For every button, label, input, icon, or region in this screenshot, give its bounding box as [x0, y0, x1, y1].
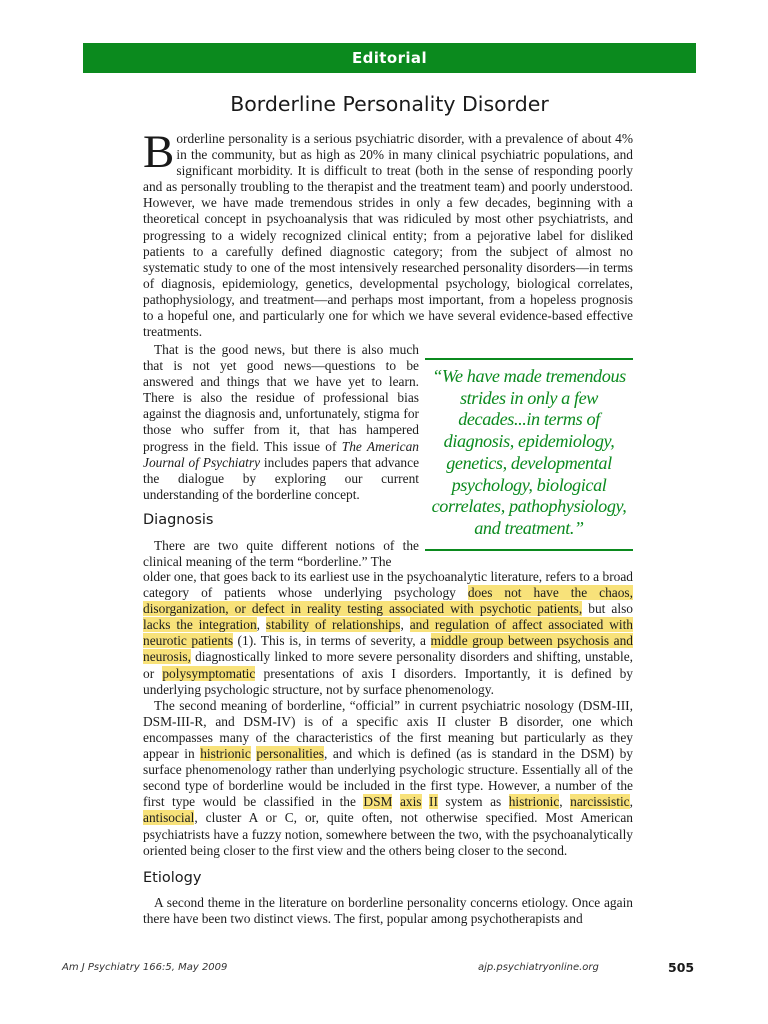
- highlight: DSM: [363, 794, 393, 810]
- highlight: narcissistic: [570, 794, 630, 810]
- highlight: middle group between psychosis and neurosis,: [143, 633, 633, 665]
- highlight: II: [429, 794, 438, 810]
- highlight: axis: [399, 794, 422, 810]
- highlight: does not have the chaos, disorganization, or defect in reality testing associated with psychotic patients,: [143, 585, 633, 617]
- intro-paragraph: [143, 126, 633, 340]
- journal-name: The American Journal of Psychiatry: [143, 438, 419, 470]
- highlight: histrionic: [200, 746, 251, 762]
- pull-quote-text: “We have made tremendous strides in only a few decades...in terms of diagnosis, epidemiology, genetics, developmental psychology, biological correlates, pathophysiology, and treatment.”: [431, 366, 627, 538]
- highlight: polysymptomatic: [162, 665, 256, 681]
- highlight: stability of relationships: [265, 617, 401, 633]
- pull-quote: [425, 358, 633, 551]
- highlight: histrionic: [508, 794, 560, 810]
- highlight: and regulation of affect associated with neurotic patients: [143, 617, 634, 649]
- page-number: 505: [668, 960, 695, 975]
- highlight: lacks the integration: [143, 617, 257, 633]
- etiology-heading: Etiology: [143, 870, 202, 886]
- article-title: Borderline Personality Disorder: [230, 92, 549, 116]
- footer-citation: Am J Psychiatry 166:5, May 2009: [62, 962, 228, 973]
- etiology-paragraph: A second theme in the literature on borderline personality concerns etiology. Once again there have been two distinct views. The first, popular among psychotherapists and: [143, 895, 633, 927]
- diagnosis-heading: Diagnosis: [143, 512, 214, 528]
- drop-cap: B: [143, 126, 175, 178]
- intro-text: orderline personality is a serious psychiatric disorder, with a prevalence of about 4% in the community, but as high as 20% in many clinical psychiatric populations, and significant morbidity. It is difficult to treat (both in the sense of responding poorly and as personally troubling to the therapist and the treatment team) and poorly understood. However, we have made tremendous strides in only a few decades, beginning with a theoretical concept in psychoanalysis that was ridiculed by most other psychiatrists, and progressing to a widely recognized clinical entity; from a pejorative label for disliked patients to a carefully defined diagnostic category; from the subject of almost no systematic study to one of the most intensively researched personality disorders—in terms of diagnosis, epidemiology, genetics, developmental psychology, biological correlates, pathophysiology, and treatment—and perhaps most important, from a hopeless prognosis to a hopeful one, and particularly one for which we have several evidence-based effective treatments.: [143, 131, 633, 340]
- highlight: personalities: [256, 746, 325, 762]
- highlight: antisocial: [143, 810, 195, 826]
- diagnosis-paragraph-1: older one, that goes back to its earliest use in the psychoanalytic literature, refers to a broad category of patients whose underlying psychology does not have the chaos, disorganization, or defect in reality testing associated with psychotic patients, but also lacks the integration, stability of relationships, and regulation of affect associated with neurotic patients (1). This is, in terms of severity, a middle group between psychosis and neurosis, diagnostically linked to more severe personality disorders and shifting, unstable, or polysymptomatic presentations of axis I disorders. Importantly, it is defined by underlying psychologic structure, not by surface phenomenology. The second meaning of borderline, “official” in current psychiatric nosology (DSM-III, DSM-III-R, and DSM-IV) is of a specific axis II cluster B disorder, one which encompasses many of the characteristics of the first meaning but particularly as they appear in histrionic personalities, and which is defined (as is standard in the DSM) by surface phenomenology rather than underlying psychologic structure. Essentially all of the second type of borderline would be included in the first type. However, a number of the first type would be classified in the DSM axis II system as histrionic, narcissistic, antisocial, cluster A or C, or, quite often, not otherwise specified. Most American psychiatrists have a fuzzy notion, somewhere between the two, with the psychoanalytically oriented being closer to the first view and the others being closer to the second.: [143, 569, 634, 858]
- footer-url: ajp.psychiatryonline.org: [478, 962, 599, 973]
- good-news-paragraph: That is the good news, but there is also much that is not yet good news—questions to be answered and things that we have yet to learn. There is also the residue of professional bias against the diagnosis and, unfortunately, stigma for those who suffer from it, that has hampered progress in the field. This issue of The American Journal of Psychiatry includes papers that advance the dialogue by exploring our current understanding of the borderline concept.: [143, 342, 420, 502]
- diagnosis-lead: There are two quite different notions of the clinical meaning of the term “borderline.” The: [143, 538, 419, 570]
- section-banner: Editorial: [83, 43, 696, 73]
